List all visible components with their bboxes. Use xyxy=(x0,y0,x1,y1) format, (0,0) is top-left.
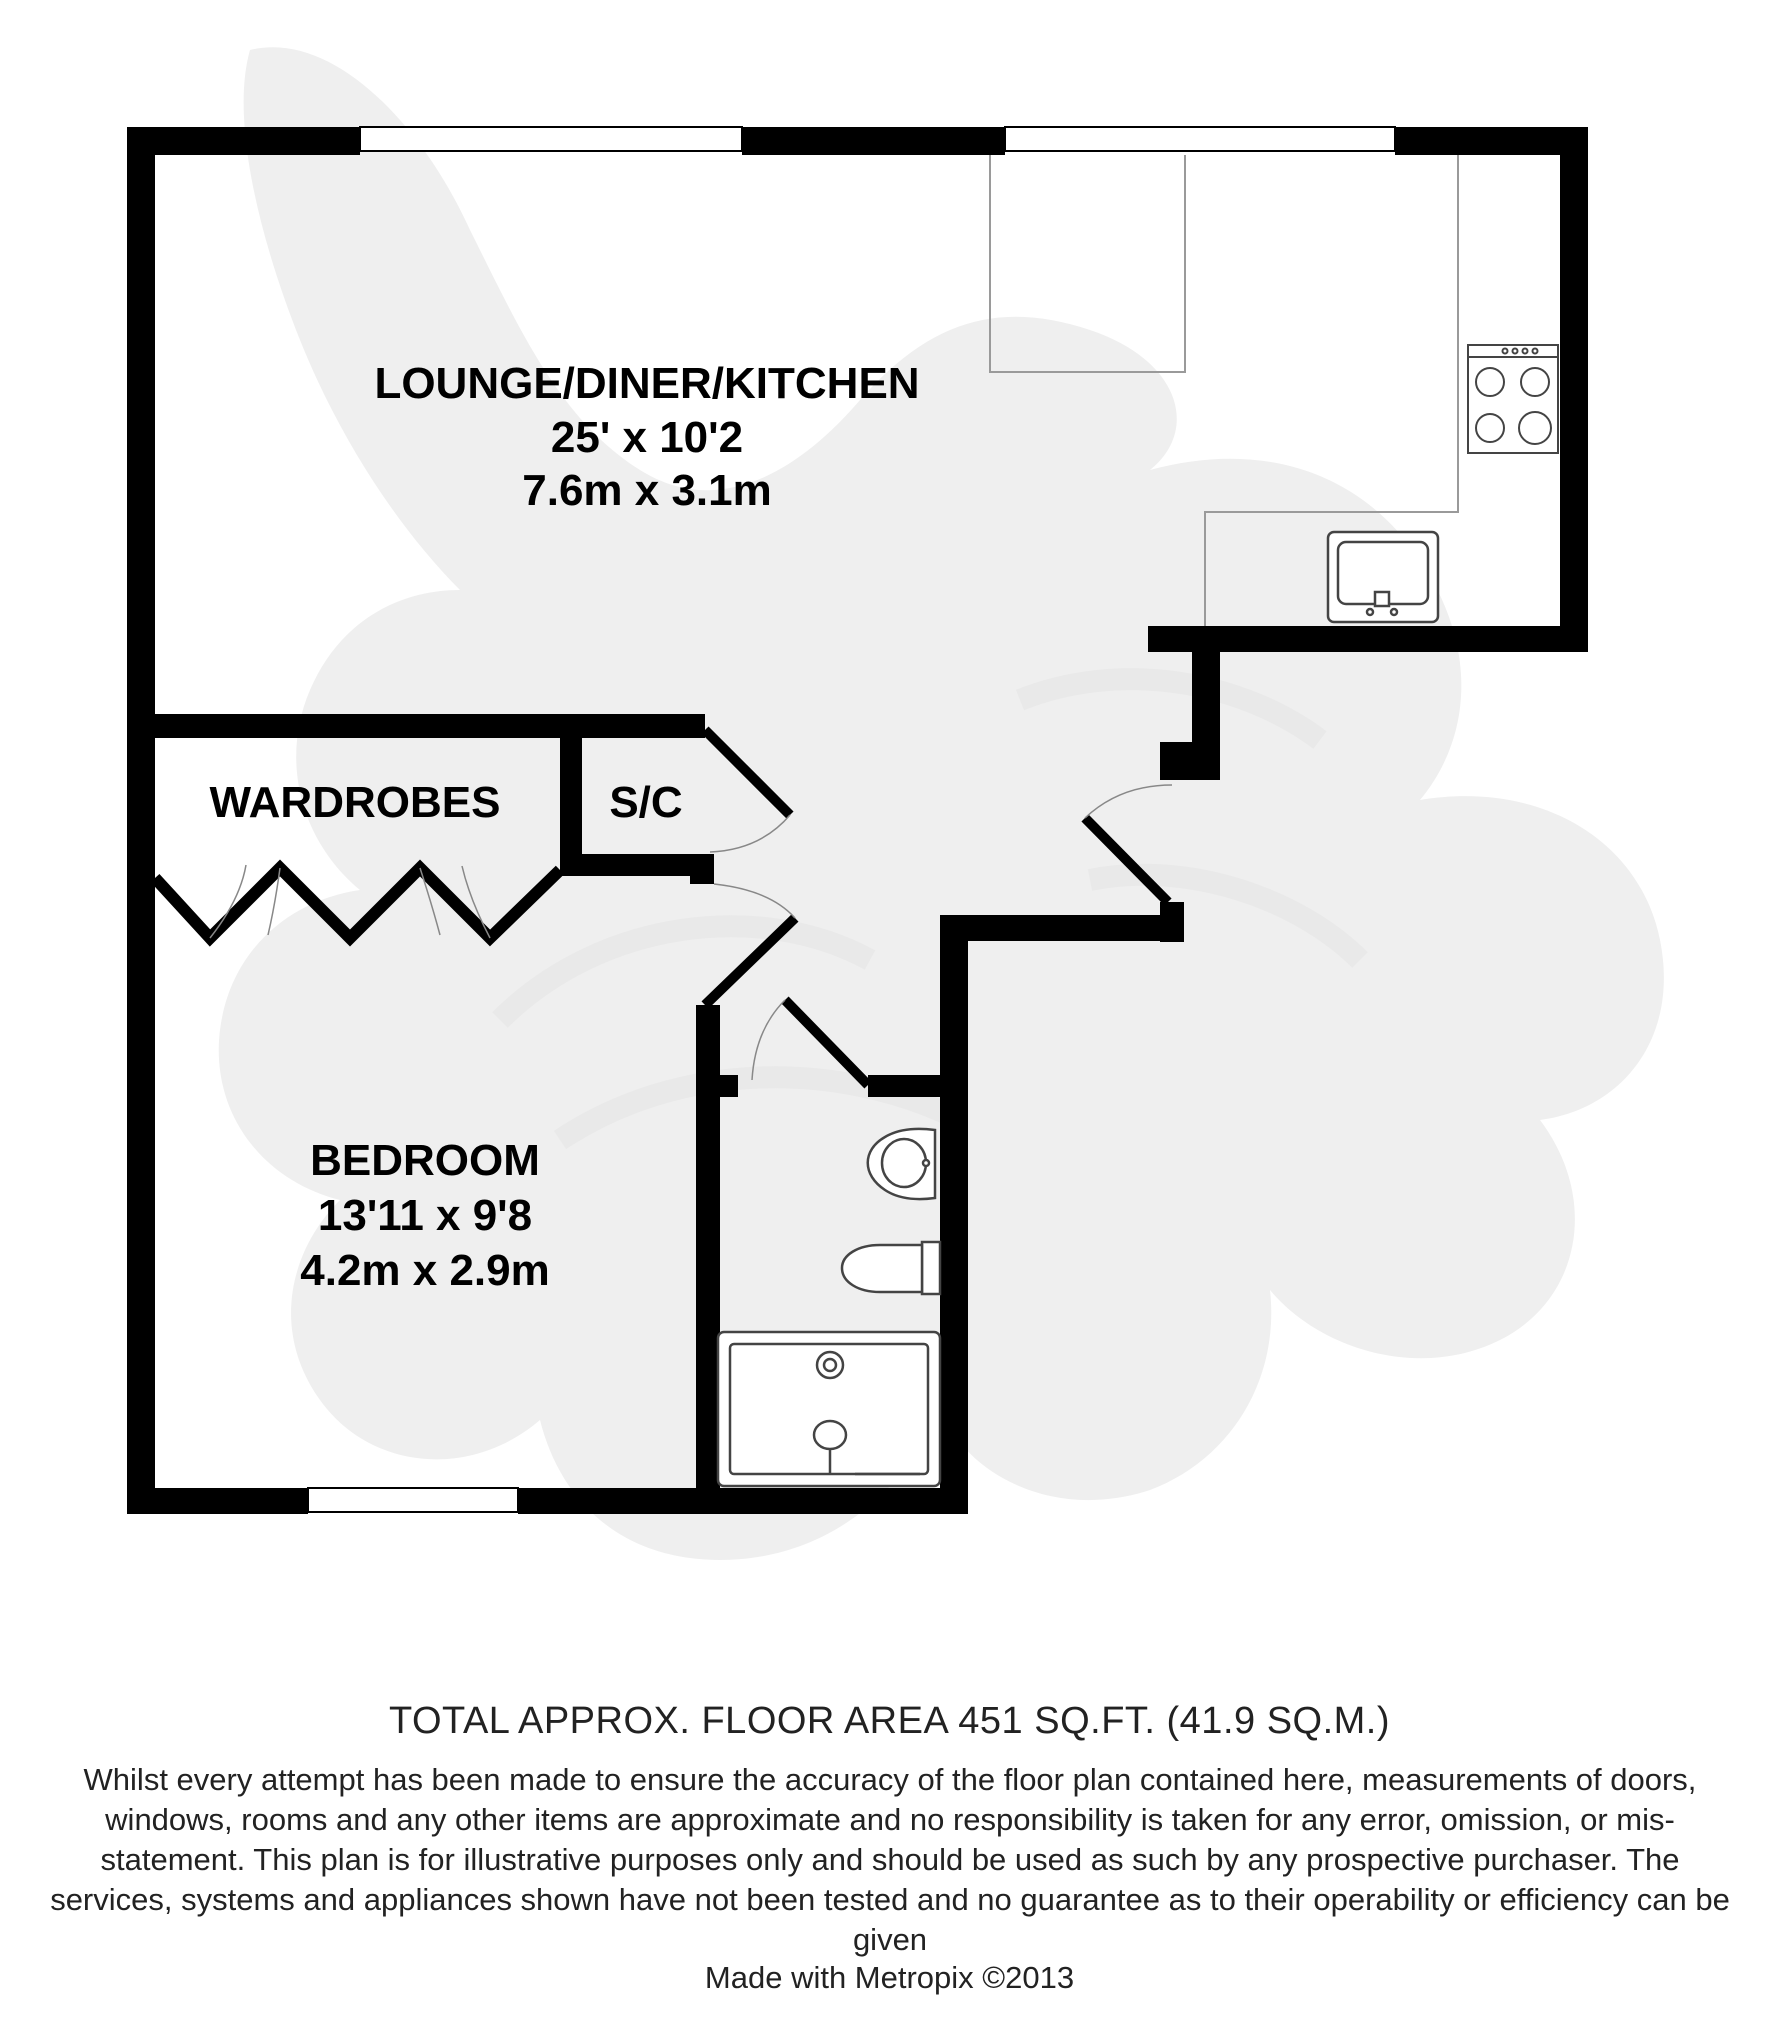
total-floor-area: TOTAL APPROX. FLOOR AREA 451 SQ.FT. (41.9 SQ.M.) xyxy=(388,1700,1391,1742)
lounge-metric-label: 7.6m x 3.1m xyxy=(522,466,772,515)
window-bottom-bedroom xyxy=(308,1488,518,1512)
lounge-name-label: LOUNGE/DINER/KITCHEN xyxy=(374,359,920,408)
bedroom-imperial-label: 13'11 x 9'8 xyxy=(317,1191,533,1240)
wardrobes-label: WARDROBES xyxy=(209,778,501,827)
metropix-credit: Made with Metropix ©2013 xyxy=(704,1960,1075,1995)
bedroom-metric-label: 4.2m x 2.9m xyxy=(300,1246,550,1295)
window-top-left xyxy=(360,127,742,151)
toilet-icon xyxy=(842,1242,940,1294)
kitchen-sink-icon xyxy=(1328,532,1438,622)
shower-tray-icon xyxy=(718,1332,940,1486)
window-top-right xyxy=(1005,127,1395,151)
storage-cupboard-label: S/C xyxy=(609,778,683,827)
disclaimer-text: Whilst every attempt has been made to ensure the accuracy of the floor plan contained here, measurements of doors, windows, rooms and any other items are approximate and no responsibility is taken for any error, omission, or mis-statement. This plan is for illustrative purposes only and should be used as such by any prospective purchaser. The services, systems and appliances shown have not been tested and no guarantee as to their operability or efficiency can be given xyxy=(50,1762,1730,1957)
bedroom-name-label: BEDROOM xyxy=(310,1136,540,1185)
hob-icon xyxy=(1468,345,1558,453)
lounge-imperial-label: 25' x 10'2 xyxy=(550,413,744,462)
